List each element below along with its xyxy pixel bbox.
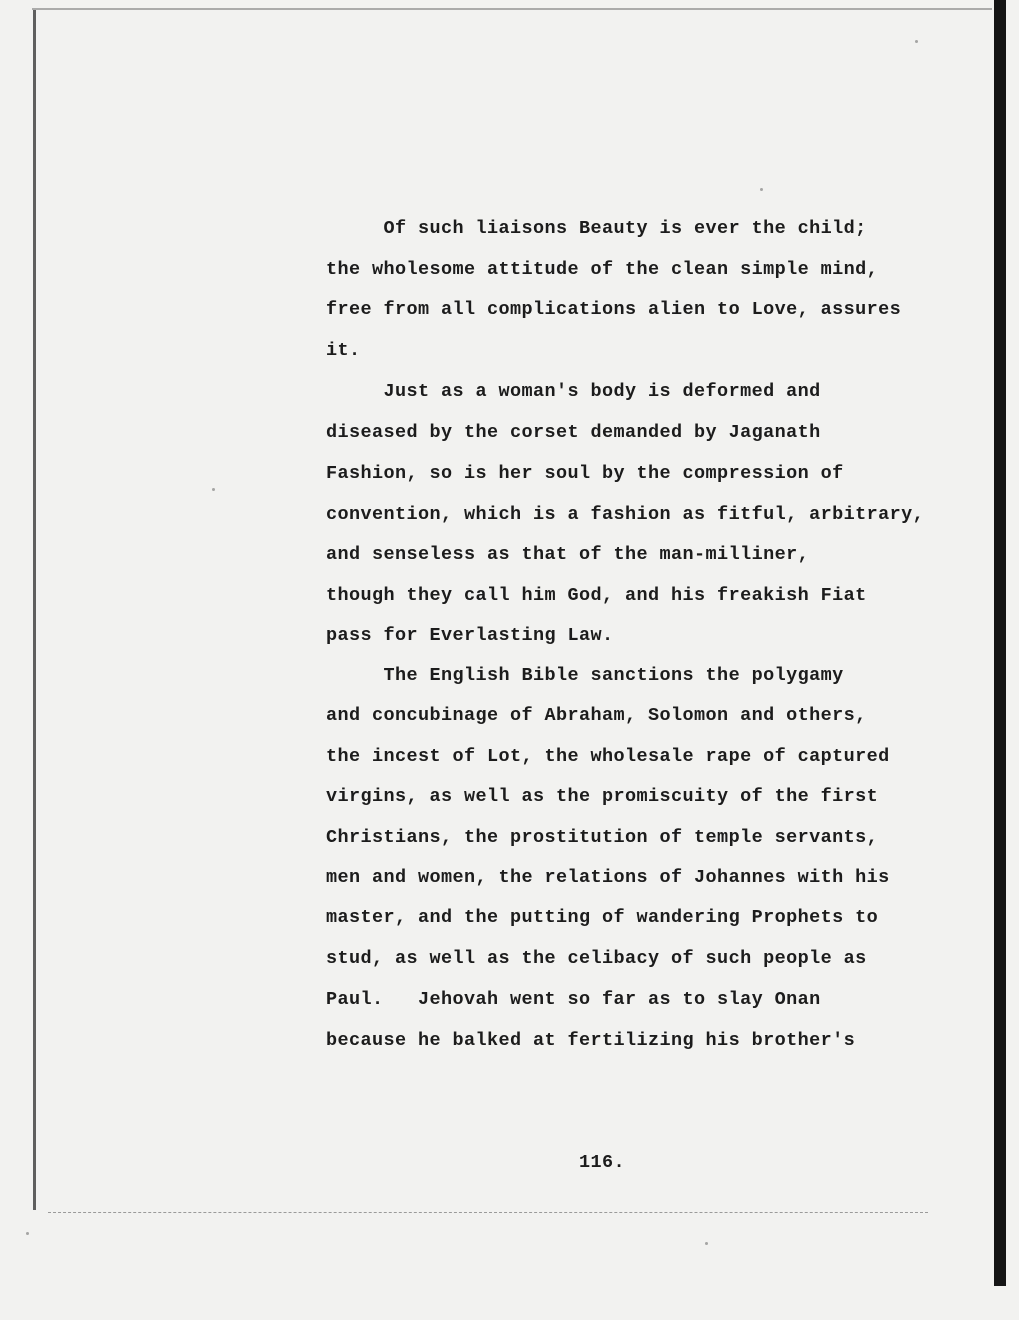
- text-line: because he balked at fertilizing his brother's: [326, 1030, 856, 1051]
- text-line: it.: [326, 340, 361, 361]
- text-line: Just as a woman's body is deformed and: [326, 381, 821, 402]
- scan-edge-bottom: [48, 1212, 928, 1214]
- text-line: though they call him God, and his freakish Fiat: [326, 585, 867, 606]
- text-line: free from all complications alien to Love, assures: [326, 299, 902, 320]
- text-line: virgins, as well as the promiscuity of the first: [326, 786, 879, 807]
- scan-speck: [915, 40, 918, 43]
- text-line: diseased by the corset demanded by Jaganath: [326, 422, 821, 443]
- scan-speck: [26, 1232, 29, 1235]
- scan-speck: [212, 488, 215, 491]
- text-line: the wholesome attitude of the clean simple mind,: [326, 259, 879, 280]
- scan-speck: [705, 1242, 708, 1245]
- text-line: Paul. Jehovah went so far as to slay Onan: [326, 989, 821, 1010]
- text-line: the incest of Lot, the wholesale rape of captured: [326, 746, 890, 767]
- text-line: Of such liaisons Beauty is ever the child;: [326, 218, 867, 239]
- text-line: and concubinage of Abraham, Solomon and others,: [326, 705, 867, 726]
- text-line: convention, which is a fashion as fitful, arbitrary,: [326, 504, 925, 525]
- scan-edge-right: [994, 0, 1006, 1286]
- text-line: pass for Everlasting Law.: [326, 625, 614, 646]
- text-line: The English Bible sanctions the polygamy: [326, 665, 844, 686]
- text-line: stud, as well as the celibacy of such people as: [326, 948, 867, 969]
- scan-edge-left: [33, 10, 36, 1210]
- scan-speck: [760, 188, 763, 191]
- text-line: and senseless as that of the man-milliner,: [326, 544, 810, 565]
- scan-edge-top: [32, 8, 992, 10]
- text-line: master, and the putting of wandering Prophets to: [326, 907, 879, 928]
- page-number: 116.: [579, 1152, 626, 1173]
- text-line: Christians, the prostitution of temple servants,: [326, 827, 879, 848]
- text-line: Fashion, so is her soul by the compression of: [326, 463, 844, 484]
- text-line: men and women, the relations of Johannes with his: [326, 867, 890, 888]
